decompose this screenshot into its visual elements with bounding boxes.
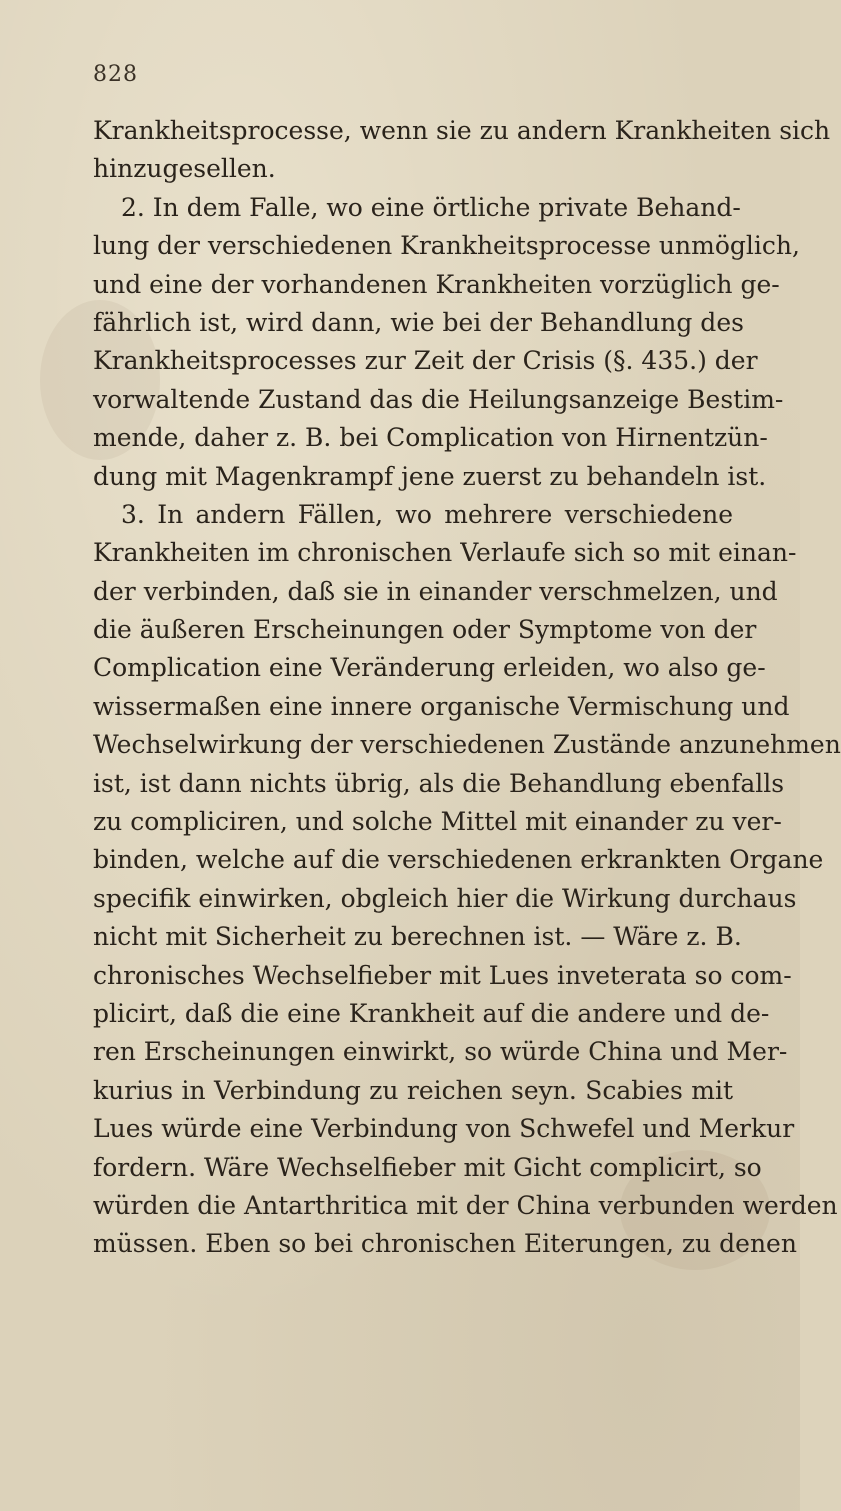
body-text	[93, 112, 841, 1264]
text-line: dung mit Magenkrampf jene zuerst zu behandeln ist.	[93, 461, 767, 491]
text-line: Lues würde eine Verbindung von Schwefel und Merkur	[93, 1114, 795, 1144]
text-line: würden die Antarthritica mit der China verbunden werden	[93, 1190, 838, 1220]
text-line: 3. In andern Fällen, wo mehrere verschiedene	[121, 499, 733, 529]
text-line: hinzugesellen.	[93, 154, 276, 184]
text-line: nicht mit Sicherheit zu berechnen ist. — Wäre z. B.	[93, 922, 742, 952]
text-line: ist, ist dann nichts übrig, als die Behandlung ebenfalls	[93, 768, 785, 798]
text-line: die äußeren Erscheinungen oder Symptome von der	[93, 615, 757, 645]
text-line: plicirt, daß die eine Krankheit auf die andere und de-	[93, 998, 770, 1028]
text-line: der verbinden, daß sie in einander verschmelzen, und	[93, 576, 778, 606]
text-line: ren Erscheinungen einwirkt, so würde China und Mer-	[93, 1037, 788, 1067]
text-line: kurius in Verbindung zu reichen seyn. Scabies mit	[93, 1075, 733, 1105]
text-line: Krankheitsprocesses zur Zeit der Crisis (§. 435.) der	[93, 346, 758, 376]
text-line: zu compliciren, und solche Mittel mit einander zu ver-	[93, 807, 782, 837]
text-line: und eine der vorhandenen Krankheiten vorzüglich ge-	[93, 269, 780, 299]
text-line: müssen. Eben so bei chronischen Eiterungen, zu denen	[93, 1229, 797, 1259]
text-line: fährlich ist, wird dann, wie bei der Behandlung des	[93, 307, 744, 337]
text-line: fordern. Wäre Wechselfieber mit Gicht complicirt, so	[93, 1152, 762, 1182]
text-line: Krankheiten im chronischen Verlaufe sich so mit einan-	[93, 538, 797, 568]
text-line: chronisches Wechselfieber mit Lues inveterata so com-	[93, 960, 792, 990]
text-line: 2. In dem Falle, wo eine örtliche private Behand-	[121, 192, 741, 222]
text-line: Wechselwirkung der verschiedenen Zustände anzunehmen	[93, 730, 841, 760]
text-line: binden, welche auf die verschiedenen erkrankten Organe	[93, 845, 824, 875]
text-line: Complication eine Veränderung erleiden, wo also ge-	[93, 653, 766, 683]
page-number: 828	[93, 62, 138, 87]
text-line: vorwaltende Zustand das die Heilungsanzeige Bestim-	[93, 384, 784, 414]
text-line: lung der verschiedenen Krankheitsprocesse unmöglich,	[93, 231, 800, 261]
text-line: wissermaßen eine innere organische Vermischung und	[93, 691, 790, 721]
text-line: mende, daher z. B. bei Complication von Hirnentzün-	[93, 423, 768, 453]
text-line: Krankheitsprocesse, wenn sie zu andern Krankheiten sich	[93, 116, 831, 145]
text-line: specifik einwirken, obgleich hier die Wirkung durchaus	[93, 883, 797, 913]
